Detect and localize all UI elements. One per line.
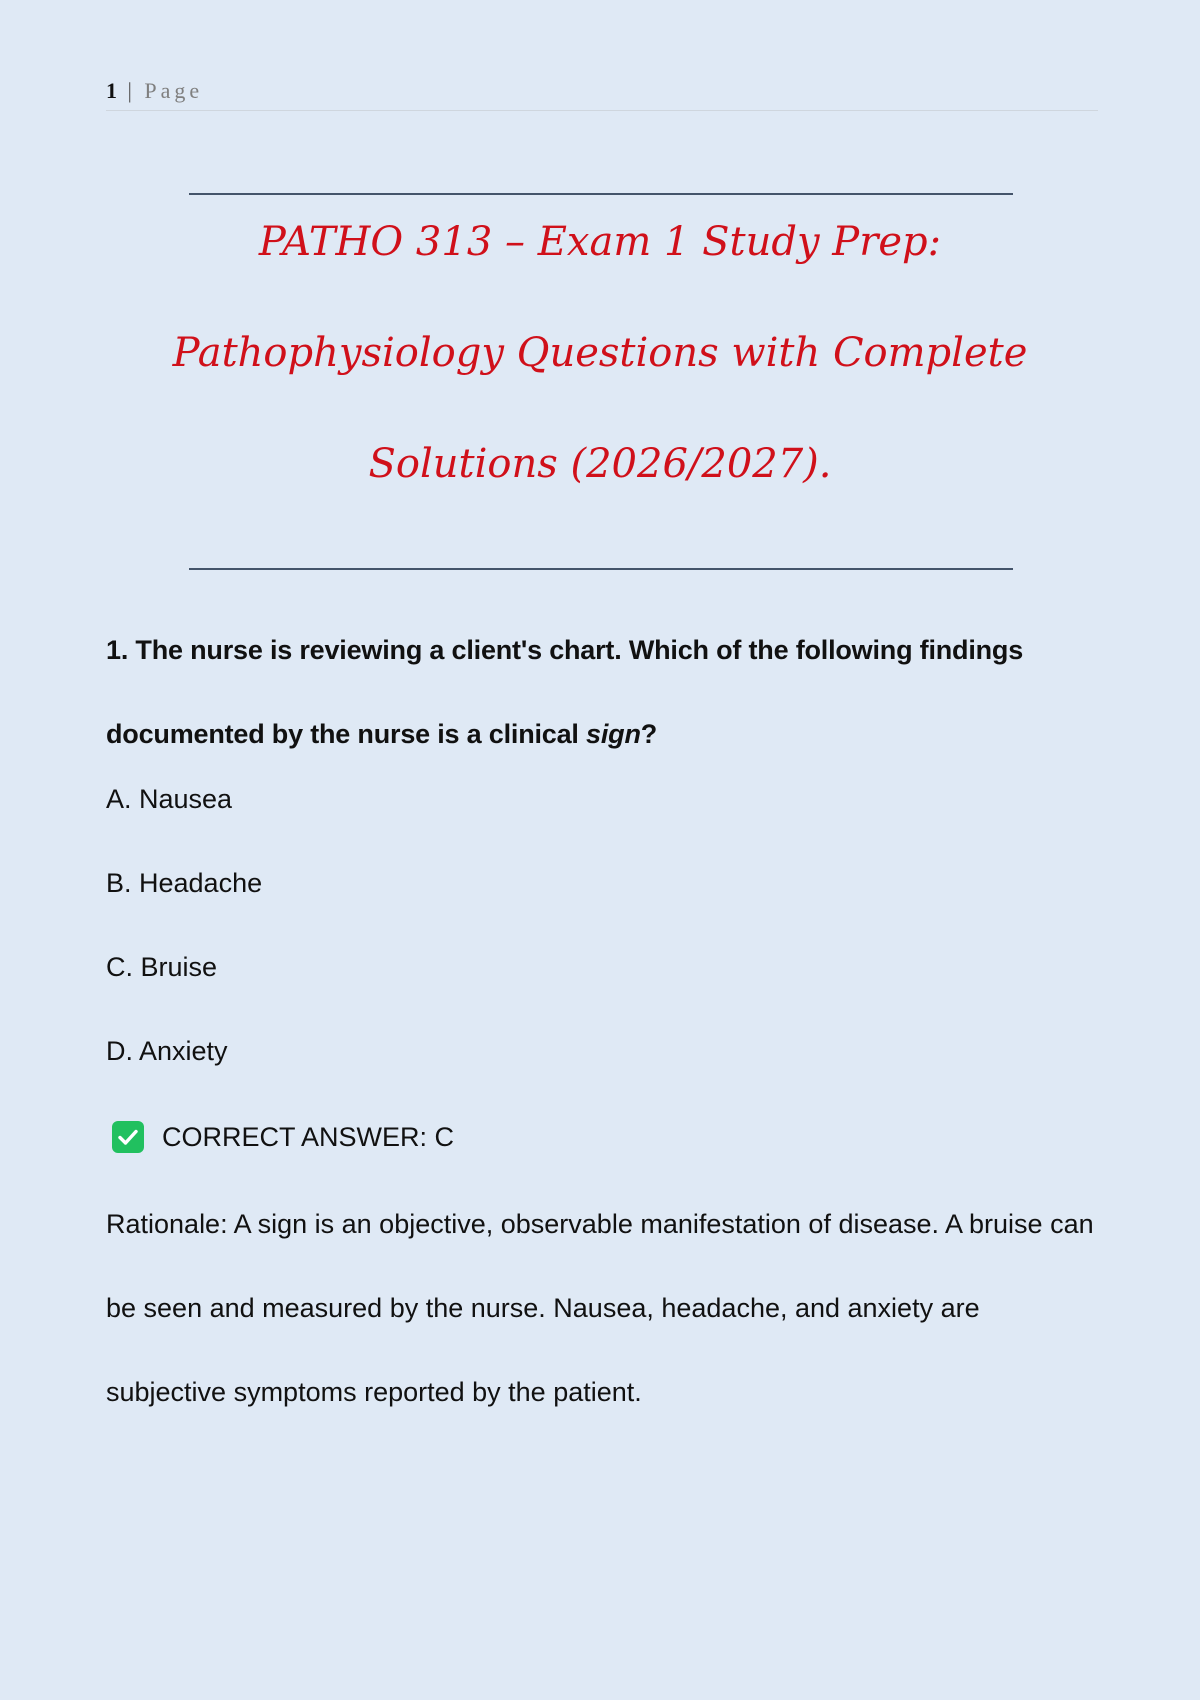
- title-top-rule: [189, 193, 1013, 195]
- question-text-main: 1. The nurse is reviewing a client's chart. Which of the following findings documented by the nurse is a clinical: [106, 635, 1024, 749]
- title-bottom-rule: [189, 568, 1013, 570]
- question-text: [106, 608, 1096, 776]
- rationale-text: Rationale: A sign is an objective, observable manifestation of disease. A bruise can be seen and measured by the nurse. Nausea, headache, and anxiety are subjective symptoms reported by the patient.: [106, 1209, 1094, 1407]
- page-header: [106, 78, 1098, 111]
- option-b: B. Headache: [106, 868, 263, 898]
- page-number: 1: [106, 78, 117, 103]
- correct-answer-text: CORRECT ANSWER: C: [162, 1121, 455, 1152]
- page-separator: |: [127, 78, 134, 103]
- correct-answer: [112, 1117, 454, 1157]
- check-box-icon: [112, 1121, 144, 1153]
- title-line-3: Solutions (2026/2027).: [368, 441, 832, 487]
- title-line-1: PATHO 313 – Exam 1 Study Prep:: [258, 219, 942, 265]
- option-a: A. Nausea: [106, 784, 233, 814]
- option-c: C. Bruise: [106, 952, 218, 982]
- title-line-2: Pathophysiology Questions with Complete: [172, 330, 1028, 376]
- page-word: Page: [144, 78, 204, 103]
- document-title: [100, 212, 1100, 545]
- question-emphasis: sign: [586, 719, 641, 749]
- option-d: D. Anxiety: [106, 1036, 228, 1066]
- question-text-end: ?: [640, 719, 658, 749]
